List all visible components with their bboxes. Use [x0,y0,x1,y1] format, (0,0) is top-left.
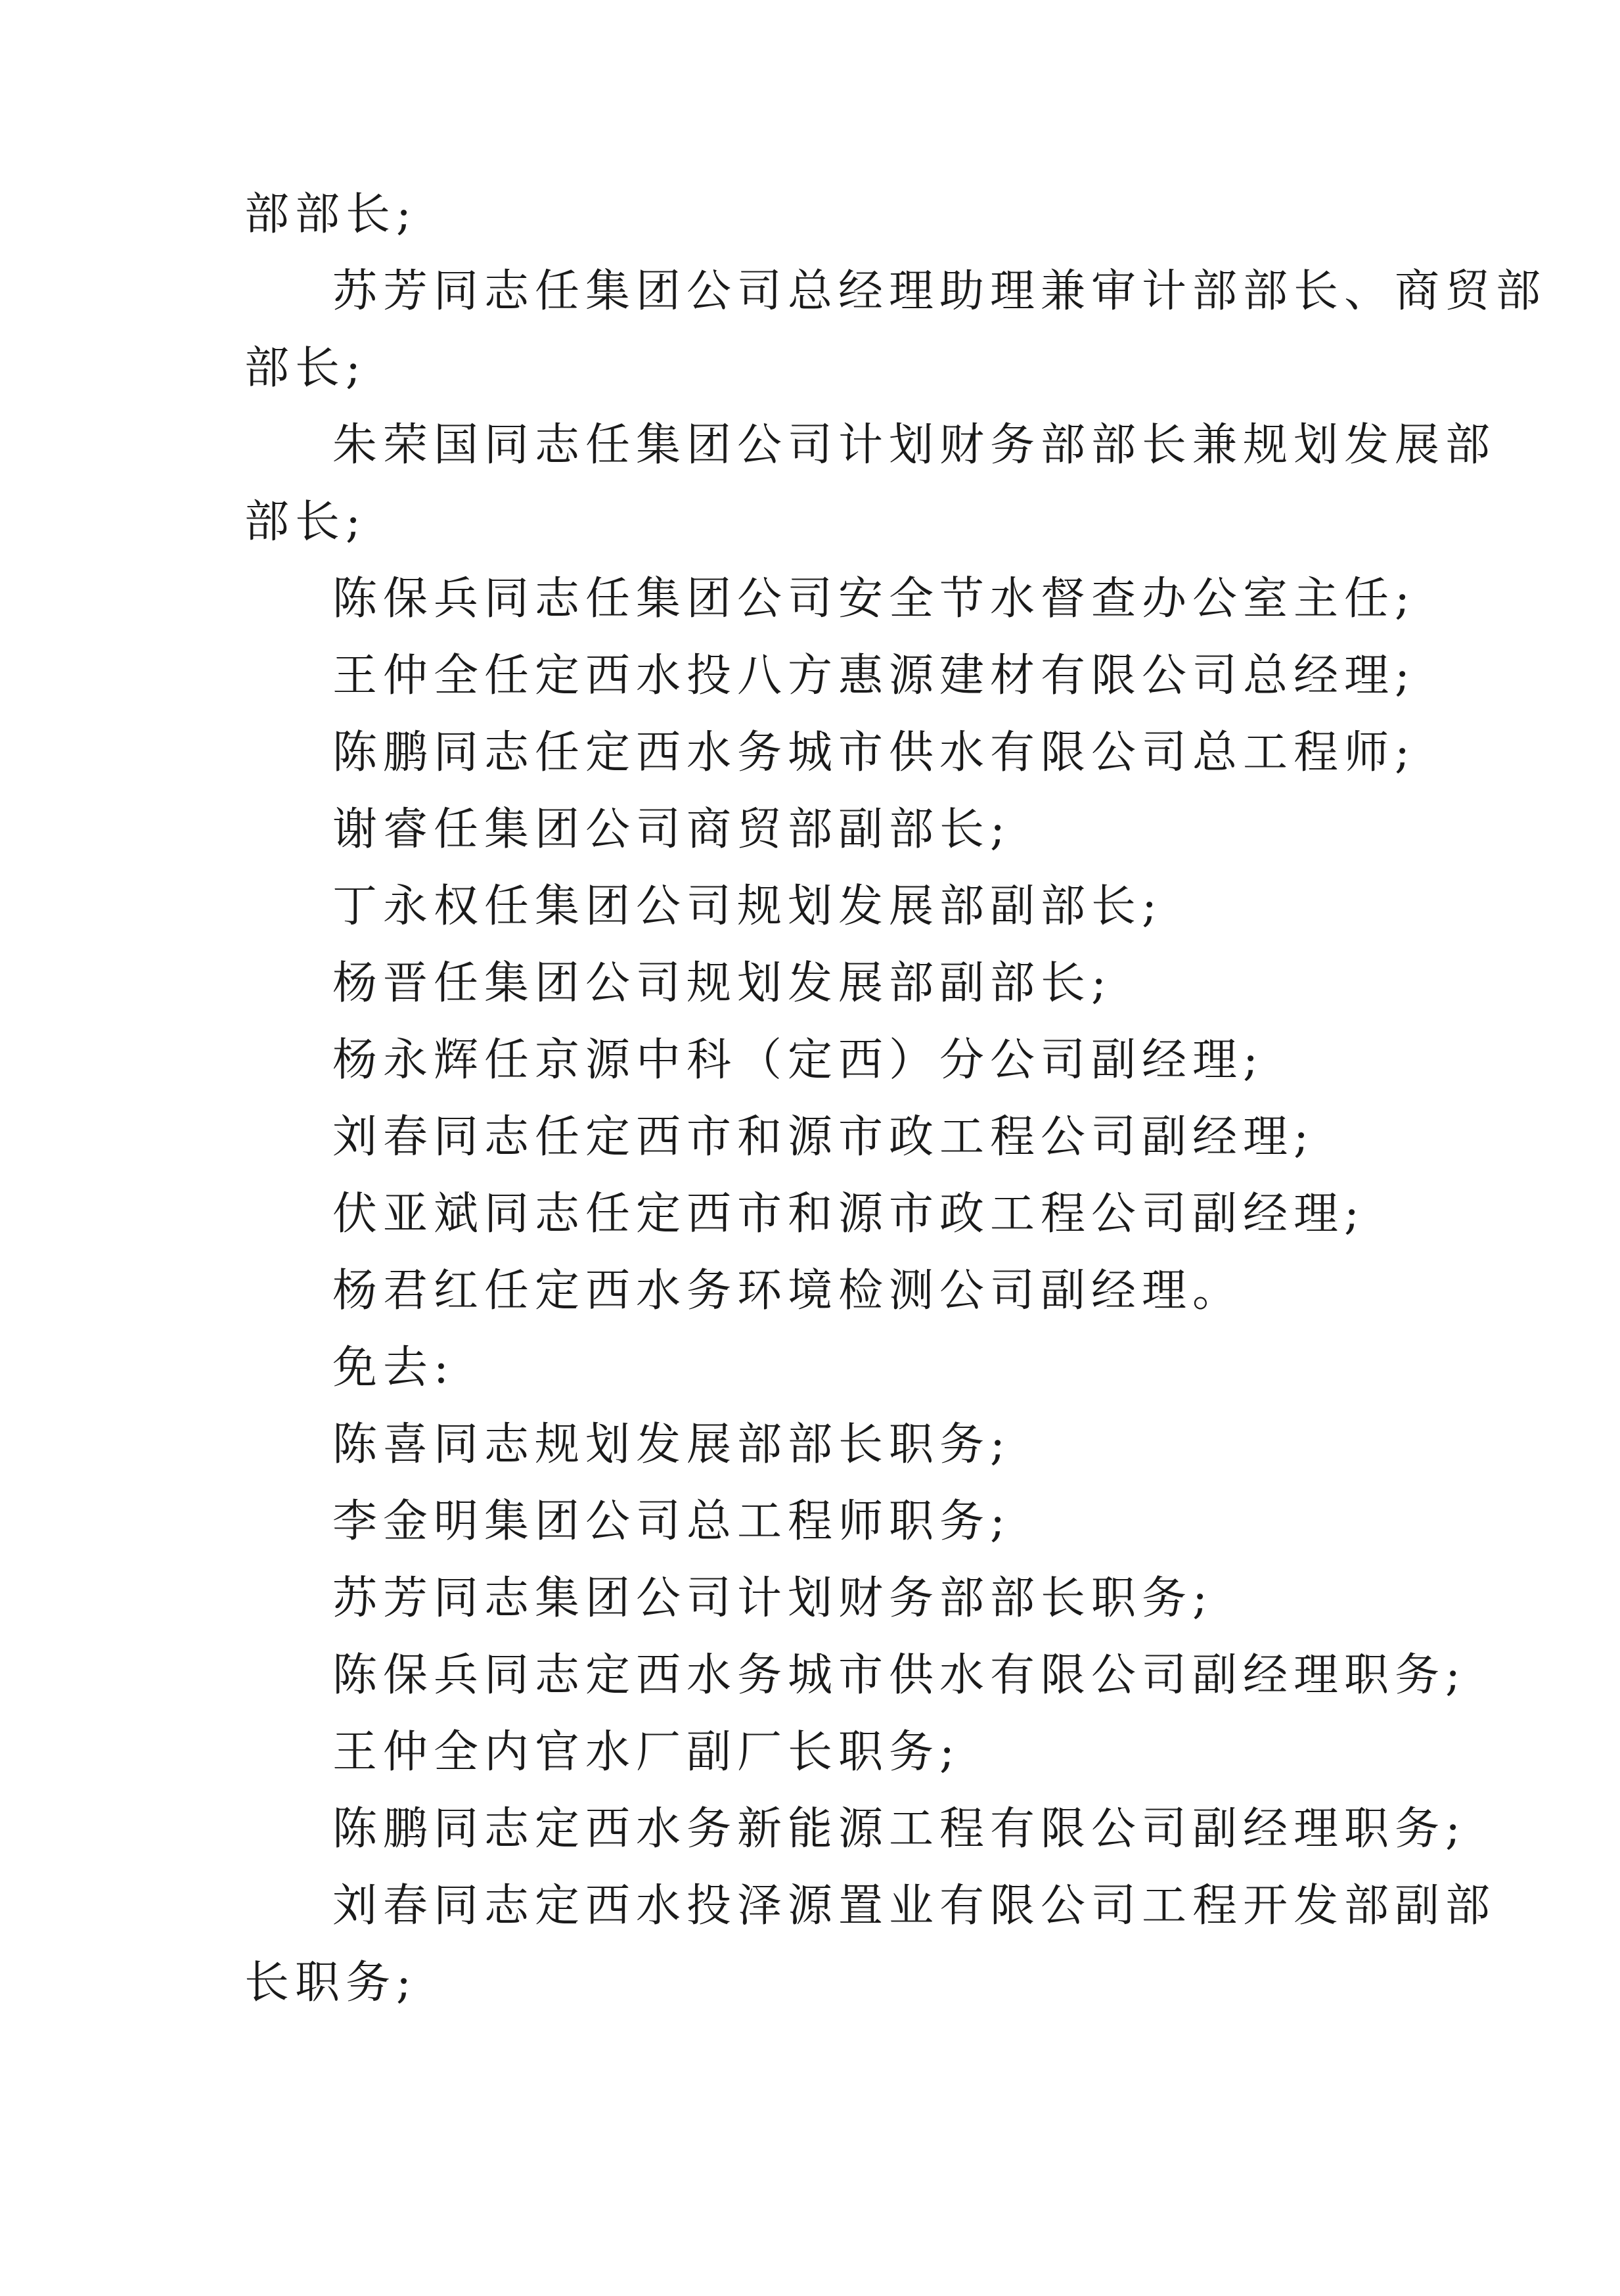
text-line: 王仲全内官水厂副厂长职务; [332,1726,960,1778]
text-line: 部长; [244,342,367,394]
text-line: 长职务; [244,1957,417,2009]
text-line: 陈保兵同志定西水务城市供水有限公司副经理职务; [332,1649,1466,1701]
text-line: 杨君红任定西水务环境检测公司副经理。 [332,1265,1244,1317]
section-label-removal: 免去: [332,1342,455,1394]
text-line: 陈鹏同志任定西水务城市供水有限公司总工程师; [332,727,1416,779]
text-line: 陈喜同志规划发展部部长职务; [332,1419,1011,1471]
text-line: 刘春同志任定西市和源市政工程公司副经理; [332,1111,1315,1163]
text-line: 丁永权任集团公司规划发展部副部长; [332,881,1163,932]
text-line: 部长; [244,496,367,548]
text-line: 陈保兵同志任集团公司安全节水督查办公室主任; [332,573,1416,625]
text-line: 谢睿任集团公司商贸部副部长; [332,804,1011,856]
text-line: 王仲全任定西水投八方惠源建材有限公司总经理; [332,650,1416,702]
text-line: 陈鹏同志定西水务新能源工程有限公司副经理职务; [332,1803,1466,1855]
text-line: 伏亚斌同志任定西市和源市政工程公司副经理; [332,1188,1365,1240]
text-line: 苏芳同志集团公司计划财务部部长职务; [332,1573,1213,1624]
document-body [244,176,1547,2021]
text-line: 部部长; [244,189,417,241]
text-line: 李金明集团公司总工程师职务; [332,1496,1011,1548]
text-line: 苏芳同志任集团公司总经理助理兼审计部部长、商贸部 [332,265,1547,317]
text-line: 杨晋任集团公司规划发展部副部长; [332,957,1112,1009]
text-line: 杨永辉任京源中科（定西）分公司副经理; [332,1034,1264,1086]
text-line: 刘春同志定西水投泽源置业有限公司工程开发部副部 [332,1880,1496,1932]
text-line: 朱荣国同志任集团公司计划财务部部长兼规划发展部 [332,419,1496,471]
